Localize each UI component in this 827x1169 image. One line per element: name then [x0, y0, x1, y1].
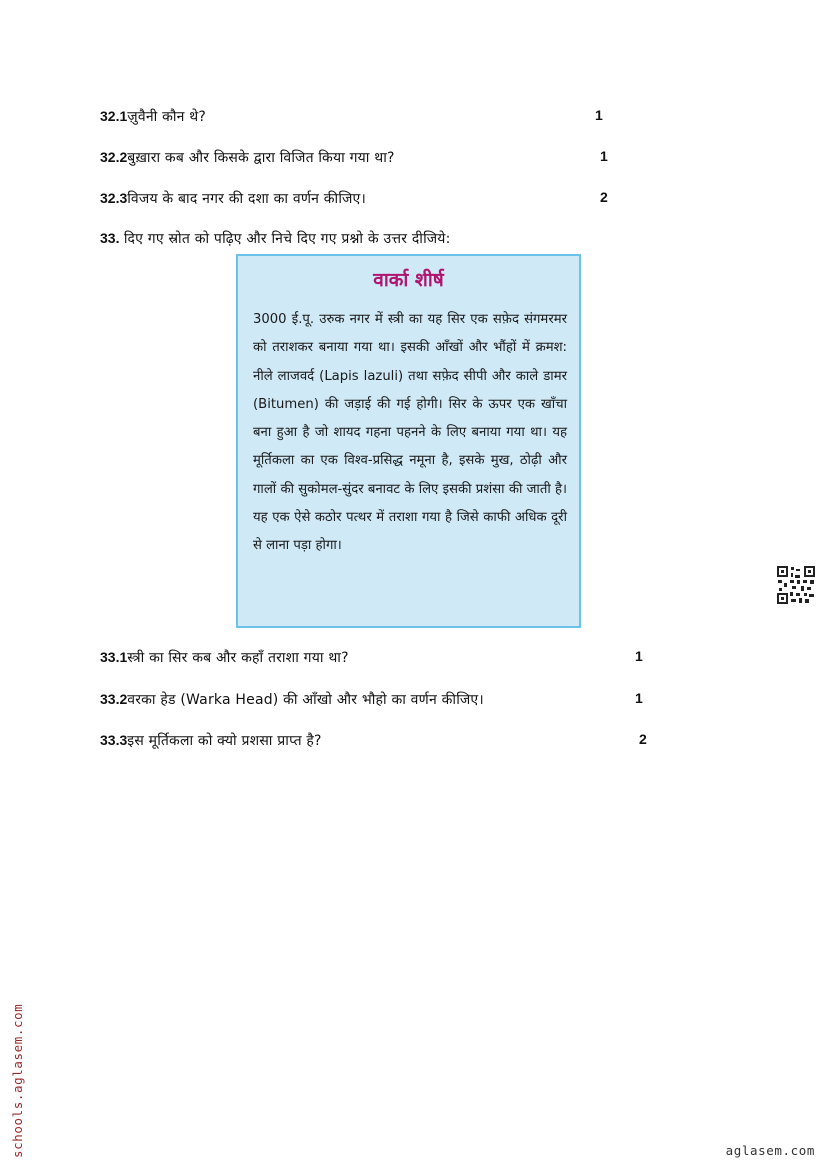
question-number: 32.3 [100, 190, 128, 206]
question-number: 33.3 [100, 732, 128, 748]
question-32-3 [100, 188, 366, 209]
question-32-1 [100, 106, 206, 127]
question-text: वरका हेड (Warka Head) की आँखो और भौहो का वर्णन कीजिए। [127, 692, 484, 708]
marks-32-1: 1 [595, 107, 603, 123]
side-watermark: schools.aglasem.com [10, 1003, 25, 1158]
source-excerpt-box [236, 254, 581, 628]
question-text: ज़ुवैनी कौन थे? [127, 109, 207, 125]
question-33 [100, 228, 451, 249]
source-text: 3000 ई.पू. उरुक नगर में स्त्री का यह सिर एक सफ़ेद संगमरमर को तराशकर बनाया गया था। इसकी आँखों और भौंहों में क्रमश: नीले लाजवर्द (Lapis lazuli) तथा सफ़ेद सीपी और काले डामर (Bitumen) की जड़ाई की गई होगी। सिर के ऊपर एक खाँचा बना हुआ है जो शायद गहना पहनने के लिए बनाया गया था। यह मूर्तिकला का एक विश्व-प्रसिद्ध नमूना है, इसके मुख, ठोढ़ी और गालों की सुकोमल-सुंदर बनावट के लिए इसकी प्रशंसा की जाती है। यह एक ऐसे कठोर पत्थर में तराशा गया है जिसे काफी अधिक दूरी से लाना पड़ा होगा। [253, 312, 567, 554]
marks-32-3: 2 [600, 189, 608, 205]
question-text: स्त्री का सिर कब और कहाँ तराशा गया था? [127, 650, 349, 666]
question-number: 33.1 [100, 649, 128, 665]
question-33-2 [100, 689, 484, 710]
question-33-1 [100, 647, 349, 668]
marks-33-2: 1 [635, 690, 643, 706]
qr-code-icon [777, 566, 815, 604]
question-text: इस मूर्तिकला को क्यो प्रशसा प्राप्त है? [127, 733, 322, 749]
question-number: 33.2 [100, 691, 128, 707]
question-number: 32.2 [100, 149, 128, 165]
question-text: दिए गए स्रोत को पढ़िए और निचे दिए गए प्रश्नो के उत्तर दीजिये: [123, 231, 451, 247]
question-33-3 [100, 730, 322, 751]
marks-33-1: 1 [635, 648, 643, 664]
marks-33-3: 2 [639, 731, 647, 747]
question-text: विजय के बाद नगर की दशा का वर्णन कीजिए। [127, 191, 367, 207]
footer-watermark: aglasem.com [725, 1143, 815, 1158]
question-number: 32.1 [100, 108, 128, 124]
question-32-2 [100, 147, 395, 168]
source-title: वार्का शीर्ष [373, 269, 444, 291]
question-text: बुख़ारा कब और किसके द्वारा विजित किया गया था? [127, 150, 395, 166]
question-number: 33. [100, 230, 120, 246]
marks-32-2: 1 [600, 148, 608, 164]
